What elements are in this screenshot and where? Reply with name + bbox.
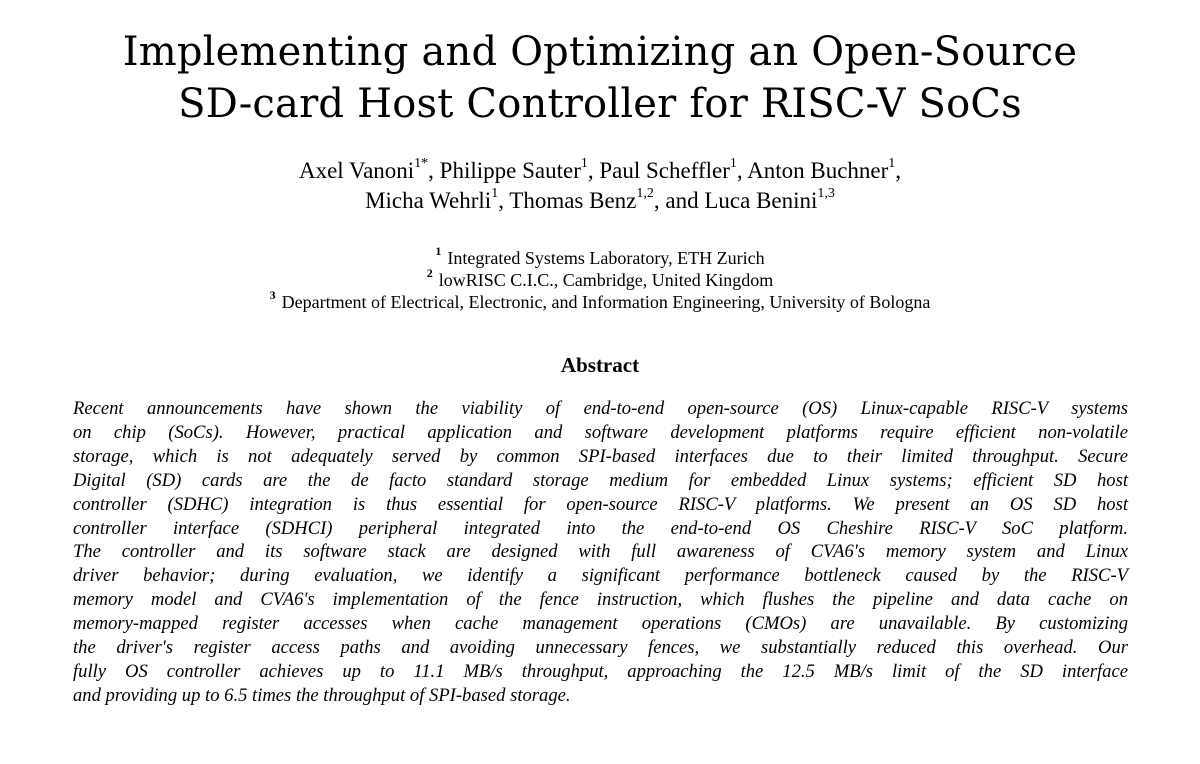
paper-title: [0, 26, 1200, 130]
abstract-line: Digital (SD) cards are the de facto standard storage medium for embedded Linux systems; efficient SD host: [73, 469, 1128, 491]
affiliation-number: 3: [269, 288, 276, 302]
author-name: Micha Wehrli: [365, 188, 492, 213]
author-separator: ,: [895, 158, 902, 183]
author-affiliation-mark: 1: [729, 156, 737, 172]
abstract-line: controller interface (SDHCI) peripheral integrated into the end-to-end OS Cheshire RISC-V SoC platform.: [73, 517, 1128, 539]
abstract-heading: Abstract: [560, 353, 640, 377]
author-affiliation-mark: 1*: [414, 156, 429, 172]
abstract-line: the driver's register access paths and avoiding unnecessary fences, we substantially reduced this overhead. Our: [73, 637, 1128, 659]
abstract-body: [73, 397, 1128, 708]
abstract-line: on chip (SoCs). However, practical application and software development platforms require efficient non-volatile: [73, 421, 1128, 443]
abstract-line: fully OS controller achieves up to 11.1 MB/s throughput, approaching the 12.5 MB/s limit of the SD interface: [73, 660, 1128, 682]
abstract-line: storage, which is not adequately served by common SPI-based interfaces due to their limited throughput. Secure: [73, 445, 1128, 467]
author-affiliation-mark: 1,3: [817, 186, 835, 202]
author-name: Thomas Benz: [509, 188, 637, 213]
affiliation: [0, 288, 1200, 313]
abstract-line: Recent announcements have shown the viability of end-to-end open-source (OS) Linux-capable RISC-V systems: [73, 398, 1128, 419]
author-separator: ,: [428, 158, 440, 183]
affiliation: [0, 266, 1200, 291]
author-separator: ,: [653, 188, 666, 213]
title-line: Implementing and Optimizing an Open-Source: [122, 29, 1078, 75]
affiliation-text: Integrated Systems Laboratory, ETH Zurich: [447, 248, 765, 268]
affiliation: [0, 244, 1200, 269]
abstract-line: driver behavior; during evaluation, we identify a significant performance bottleneck caused by the RISC-V: [73, 565, 1128, 587]
author-affiliation-mark: 1: [491, 186, 499, 202]
abstract-line: The controller and its software stack are designed with full awareness of CVA6's memory system and Linux: [73, 541, 1128, 563]
author-separator: ,: [498, 188, 510, 213]
author-name: and Luca Benini: [665, 188, 818, 213]
affiliation-text: Department of Electrical, Electronic, and Information Engineering, University of Bologna: [281, 292, 931, 312]
abstract-line: memory-mapped register accesses when cache management operations (CMOs) are unavailable. By customizing: [73, 613, 1128, 635]
author-list: [0, 156, 1200, 216]
abstract-line: memory model and CVA6's implementation of the fence instruction, which flushes the pipeline and data cache on: [73, 589, 1128, 611]
abstract-line: and providing up to 6.5 times the throughput of SPI-based storage.: [73, 684, 571, 706]
author-line: [0, 156, 1200, 186]
affiliation-number: 1: [435, 244, 442, 258]
abstract-line: controller (SDHC) integration is thus essential for open-source RISC-V platforms. We present an OS SD host: [73, 493, 1128, 515]
author-separator: ,: [587, 158, 600, 183]
author-affiliation-mark: 1: [888, 156, 896, 172]
affiliation-number: 2: [426, 266, 433, 280]
author-affiliation-mark: 1,2: [636, 186, 654, 202]
author-affiliation-mark: 1: [580, 156, 588, 172]
author-line: [0, 186, 1200, 216]
affiliation-list: [0, 244, 1200, 313]
affiliation-text: lowRISC C.I.C., Cambridge, United Kingdom: [438, 270, 774, 290]
author-name: Anton Buchner: [747, 158, 889, 183]
author-separator: ,: [736, 158, 748, 183]
title-line: SD-card Host Controller for RISC-V SoCs: [178, 81, 1022, 127]
author-name: Paul Scheffler: [599, 158, 730, 183]
author-name: Philippe Sauter: [439, 158, 581, 183]
author-name: Axel Vanoni: [298, 158, 415, 183]
